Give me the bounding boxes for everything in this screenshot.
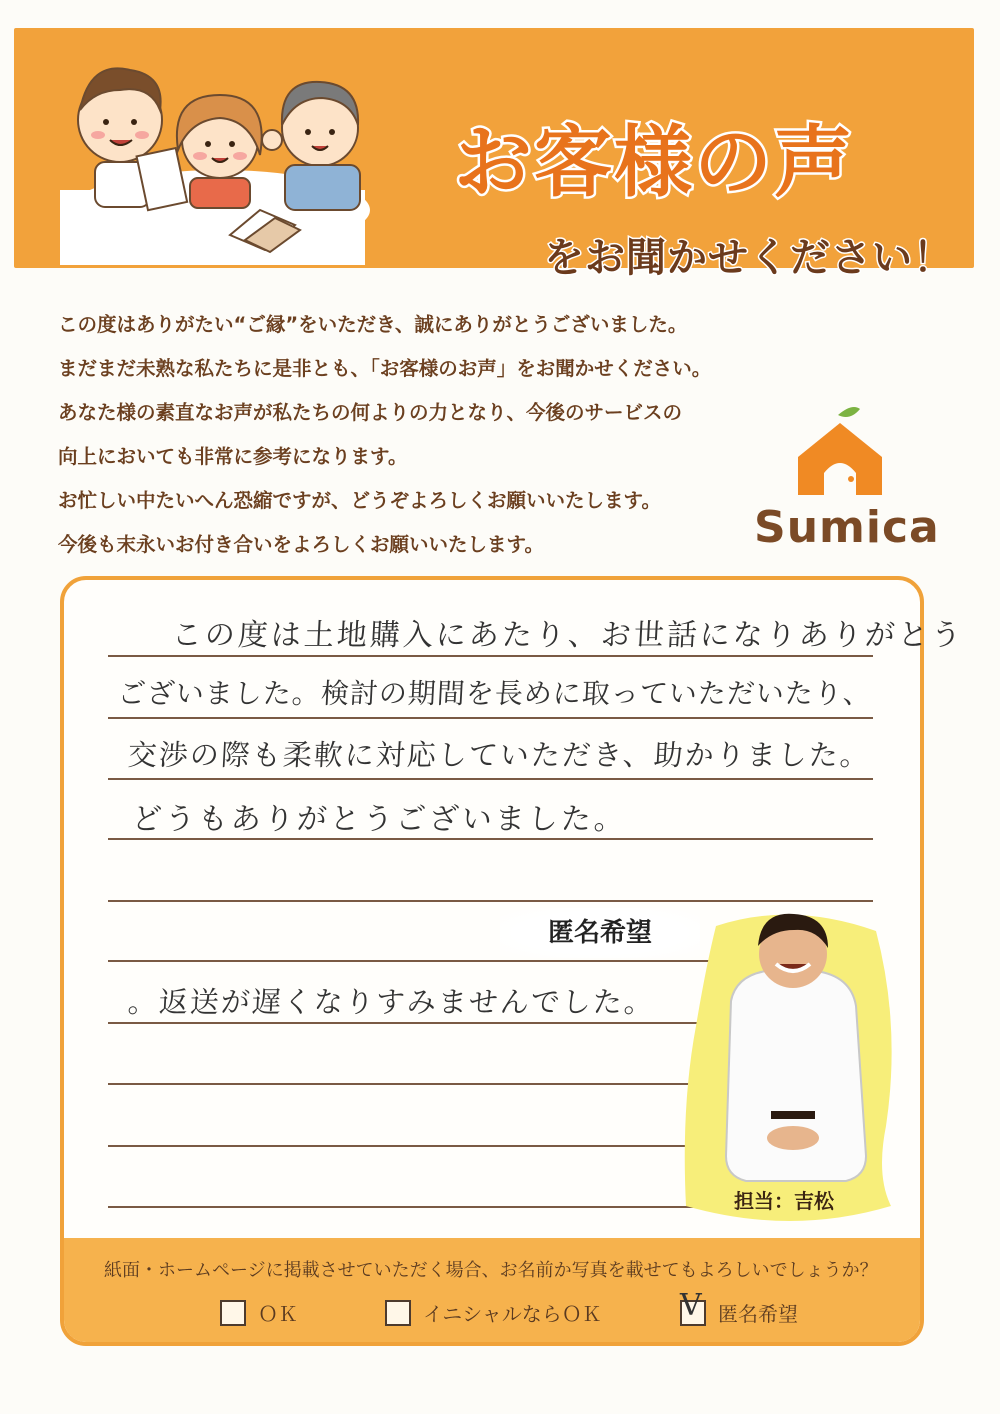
intro-line: 今後も末永いお付き合いをよろしくお願いいたします。 <box>58 533 544 556</box>
ruled-line <box>108 1145 728 1147</box>
handwritten-line: この度は土地購入にあたり、お世話になりありがとう <box>170 618 965 653</box>
option-anonymous-label: 匿名希望 <box>718 1302 798 1326</box>
check-mark-icon: V <box>680 1287 702 1323</box>
ruled-line <box>108 655 873 657</box>
ruled-line <box>108 960 728 962</box>
logo-text: Sumica <box>754 502 940 553</box>
page-subtitle: をお聞かせください！ <box>544 235 954 281</box>
ruled-line <box>108 1022 728 1024</box>
intro-text <box>58 303 788 567</box>
checkbox-ok[interactable] <box>220 1300 246 1326</box>
checkbox-anonymous[interactable] <box>680 1287 706 1326</box>
intro-line: 向上においても非常に参考になります。 <box>58 445 408 468</box>
header-banner <box>14 28 974 281</box>
checkbox-initials-ok[interactable] <box>385 1300 411 1326</box>
handwritten-line: ございました。検討の期間を長めに取っていただいたり、 <box>117 677 873 710</box>
ruled-line <box>108 900 873 902</box>
consent-question: 紙面・ホームページに掲載させていただく場合、お名前か写真を載せてもよろしいでしょうか？ <box>104 1260 878 1281</box>
ruled-line <box>108 838 873 840</box>
option-initials-ok[interactable] <box>385 1298 602 1327</box>
intro-line: お忙しい中たいへん恐縮ですが、どうぞよろしくお願いいたします。 <box>58 489 661 512</box>
ruled-line <box>108 717 873 719</box>
option-ok[interactable] <box>220 1298 298 1327</box>
handwritten-line: 交渉の際も柔軟に対応していただき、助かりました。 <box>127 738 872 772</box>
ruled-line <box>108 1206 728 1208</box>
ruled-line <box>108 778 873 780</box>
intro-line: あなた様の素直なお声が私たちの何よりの力となり、今後のサービスの <box>58 401 683 424</box>
option-ok-label: ＯＫ <box>258 1302 298 1326</box>
page-title: お客様の声 <box>454 118 855 208</box>
customers-illustration <box>60 40 380 265</box>
intro-line: この度はありがたい“ご縁”をいただき、誠にありがとうございました。 <box>58 313 688 336</box>
ruled-line <box>108 1083 728 1085</box>
option-anonymous[interactable] <box>680 1287 798 1327</box>
intro-line: まだまだ未熟な私たちに是非とも、「お客様のお声」をお聞かせください。 <box>58 357 712 380</box>
handwritten-line: どうもありがとうございました。 <box>130 802 628 837</box>
option-initials-ok-label: イニシャルならＯＫ <box>423 1302 602 1326</box>
handwritten-line: 。返送が遅くなりすみませんでした。 <box>127 985 656 1019</box>
anonymous-label: 匿名希望 <box>500 908 700 958</box>
staff-photo <box>676 906 906 1226</box>
staff-label: 担当：吉松 <box>734 1189 834 1213</box>
